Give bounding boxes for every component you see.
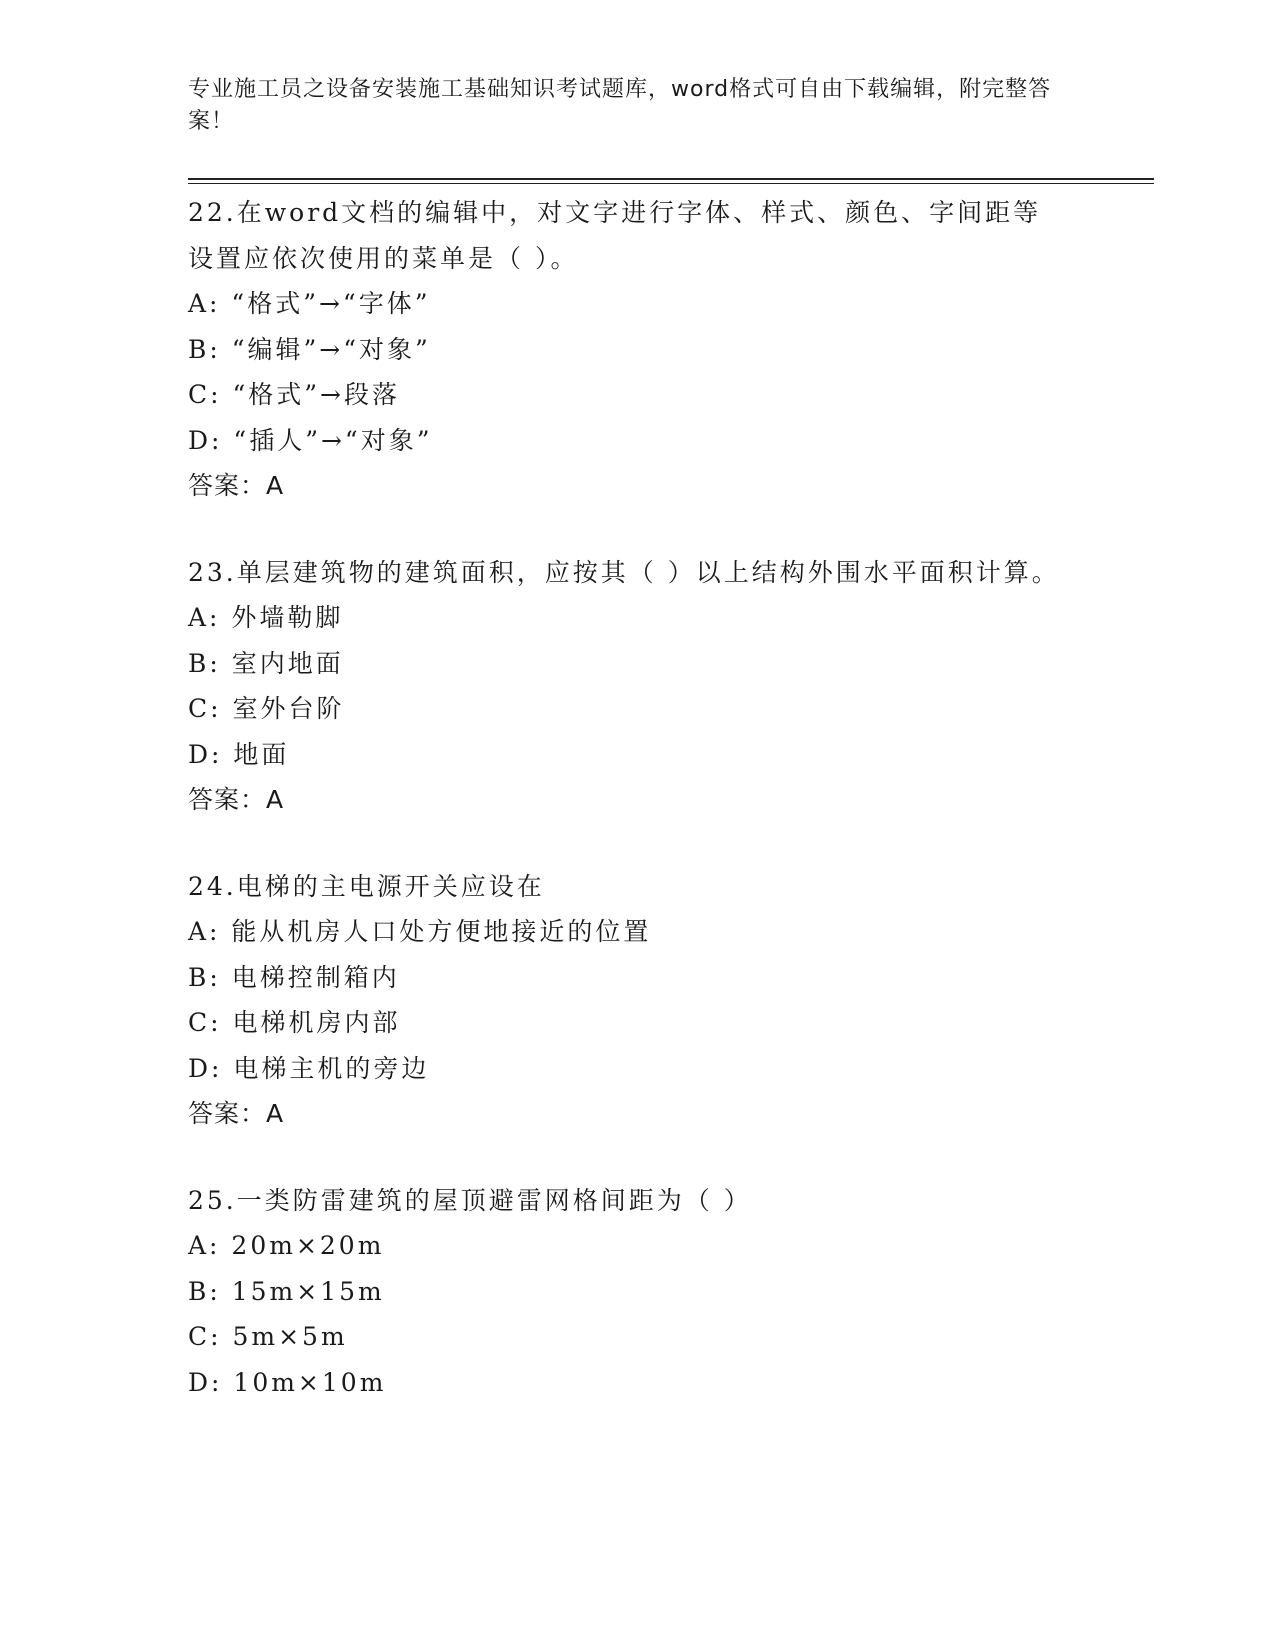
document-header: 专业施工员之设备安装施工基础知识考试题库，word格式可自由下载编辑，附完整答案！ [188, 77, 1052, 134]
question-stem: 25.一类防雷建筑的屋顶避雷网格间距为（ ） [188, 1185, 752, 1215]
option-a: A: “格式”→“字体” [188, 289, 431, 318]
question-23 [188, 550, 1068, 823]
option-b: B: 15m×15m [188, 1276, 385, 1306]
answer-text: 答案：A [188, 1099, 285, 1128]
option-c: C: 5m×5m [188, 1322, 348, 1351]
answer-text: 答案：A [188, 785, 285, 814]
option-b: B: “编辑”→“对象” [188, 334, 431, 364]
option-b: B: 室内地面 [188, 648, 344, 678]
option-d: D: 电梯主机的旁边 [188, 1053, 430, 1083]
question-22 [188, 190, 1068, 509]
question-stem: 23.单层建筑物的建筑面积，应按其（ ）以上结构外围水平面积计算。 [188, 557, 1060, 587]
question-24 [188, 864, 1068, 1137]
option-b: B: 电梯控制箱内 [188, 962, 400, 992]
question-stem: 24.电梯的主电源开关应设在 [188, 871, 545, 901]
option-a: A: 20m×20m [188, 1231, 385, 1260]
header-rule-thick [188, 178, 1154, 180]
option-d: D: 10m×10m [188, 1367, 387, 1397]
option-d: D: “插人”→“对象” [188, 425, 433, 455]
header-rule-thin [188, 183, 1154, 184]
option-c: C: 室外台阶 [188, 694, 345, 723]
option-c: C: 电梯机房内部 [188, 1008, 401, 1037]
question-stem: 22.在word文档的编辑中，对文字进行字体、样式、颜色、字间距等设置应依次使用的菜单是（ ）。 [188, 198, 1042, 273]
option-a: A: 外墙勒脚 [188, 603, 344, 632]
option-d: D: 地面 [188, 739, 290, 769]
answer-text: 答案：A [188, 471, 285, 500]
option-c: C: “格式”→段落 [188, 380, 401, 409]
option-a: A: 能从机房人口处方便地接近的位置 [188, 917, 652, 946]
question-25 [188, 1178, 1068, 1406]
question-list [188, 190, 1068, 1446]
